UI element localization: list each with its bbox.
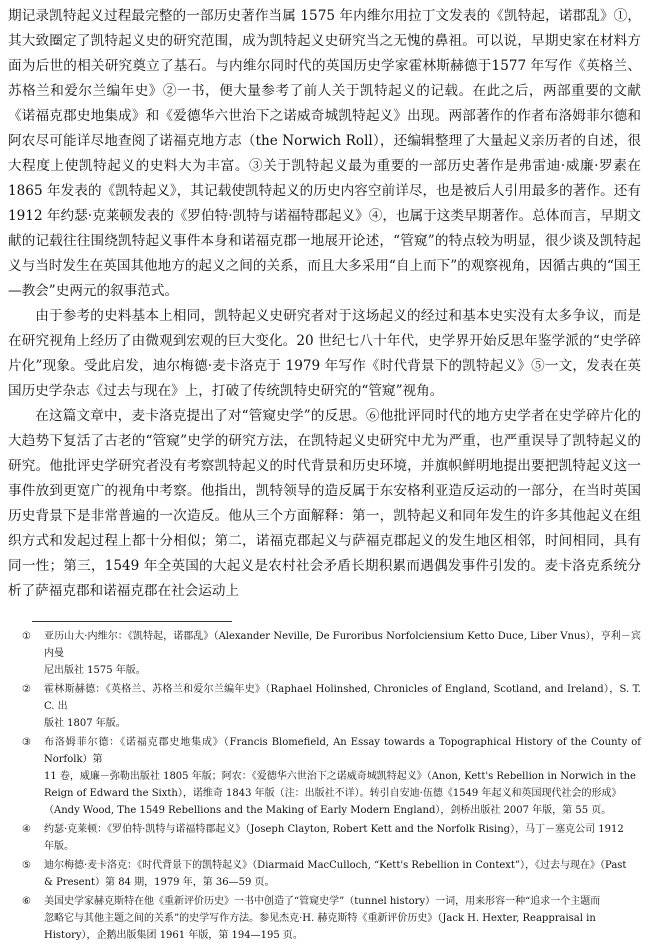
footnote-text: [44, 628, 641, 679]
footnote-number: ②: [22, 684, 31, 695]
footnote-line: 年版。: [44, 841, 74, 852]
footnote-line: 霍林斯赫德：《英格兰、苏格兰和爱尔兰编年史》（Raphael Holinshed, Chronicles of England, Scotland, and Ireland），S. T. C. 出: [44, 684, 641, 712]
footnote-1: [8, 628, 641, 679]
footnote-line: Reign of Edward the Sixth），诺维奇 1843 年版（注：出版社不详）。转引自安迪·伍德《1549 年起义和英国现代社会的形成》: [44, 788, 622, 799]
paragraph-2: 由于参考的史料基本上相同，凯特起义史研究者对于这场起义的经过和基本史实没有太多争议，而是在研究视角上经历了由微观到宏观的巨大变化。20 世纪七八十年代，史学界开始反思年鉴学派的“史学碎片化”现象。受此启发，迪尔梅德·麦卡洛克于 1979 年写作《时代背景下的凯特起义》⑤一文，发表在英国历史学杂志《过去与现在》上，打破了传统凯特史研究的“管窥”视角。: [8, 308, 641, 399]
footnote-line: 布洛姆菲尔德：《诺福克郡史地集成》（Francis Blomefield, An Essay towards a Topographical History of the County of Norfolk）第: [44, 737, 641, 765]
footnote-line: 11 卷，威廉－弥勒出版社 1805 年版；阿农：《爱德华六世治下之诺威奇城凯特起义》（Anon, Kett's Rebellion in Norwich in the: [44, 771, 636, 782]
footnote-number: ④: [22, 824, 31, 835]
footnote-divider: [32, 621, 232, 622]
footnote-2: [8, 681, 641, 732]
body-text: [8, 4, 641, 604]
footnote-text: [44, 734, 641, 819]
footnote-text: [44, 893, 641, 944]
footnote-number: ⑥: [22, 896, 31, 907]
footnote-number: ③: [22, 737, 31, 748]
footnote-line: & Present）第 84 期，1979 年，第 36—59 页。: [44, 877, 275, 888]
footnote-number: ⑤: [22, 860, 31, 871]
footnote-line: 约瑟·克莱顿：《罗伯特·凯特与诺福特郡起义》（Joseph Clayton, Robert Kett and the Norfolk Rising），马丁－塞克公司 1912: [44, 824, 624, 835]
footnote-line: （Andy Wood, The 1549 Rebellions and the Making of Early Modern England），剑桥出版社 2007 年版，第 55 页。: [44, 805, 612, 816]
footnote-line: 亚历山大·内维尔：《凯特起，诺郡乱》（Alexander Neville, De Furoribus Norfolciensium Ketto Duce, Liber Vnus），亨利－宾内曼: [44, 631, 641, 659]
footnote-line: 忽略它与其他主题之间的关系”的史学写作方法。参见杰克·H. 赫克斯特《重新评价历史》（Jack H. Hexter, Reappraisal in: [44, 913, 596, 924]
footnotes: [8, 628, 641, 944]
footnote-5: [8, 857, 641, 891]
footnote-3: [8, 734, 641, 819]
footnote-text: [44, 857, 641, 891]
footnote-line: 美国史学家赫克斯特在他《重新评价历史》一书中创造了“管窥史学”（tunnel history）一词，用来形容一种“追求一个主题而: [44, 896, 601, 907]
footnote-number: ①: [22, 631, 31, 642]
footnote-line: 迪尔梅德·麦卡洛克：《时代背景下的凯特起义》（Diarmaid MacCulloch, “Kett's Rebellion in Context”），《过去与现在》（Past: [44, 860, 627, 871]
footnote-line: 尼出版社 1575 年版。: [44, 665, 146, 676]
paragraph-3: 在这篇文章中，麦卡洛克提出了对“管窥史学”的反思。⑥他批评同时代的地方史学者在史学碎片化的大趋势下复活了古老的“管窥”史学的研究方法，在凯特起义史研究中尤为严重，也严重误导了凯特起义的研究。他批评史学研究者没有考察凯特起义的时代背景和历史环境，并旗帜鲜明地提出要把凯特起义这一事件放到更宽广的视角中考察。他指出，凯特领导的造反属于东安格利亚造反运动的一部分，在当时英国历史背景下是非常普遍的一次造反。他从三个方面解释：第一，凯特起义和同年发生的许多其他起义在组织方式和发起过程上都十分相似；第二，诺福克郡起义与萨福克郡起义的发生地区相邻，时间相同，具有同一性；第三，1549 年全英国的大起义是农村社会矛盾长期积累而遇偶发事件引发的。麦卡洛克系统分析了萨福克郡和诺福克郡在社会运动上: [8, 408, 641, 599]
footnote-line: 版社 1807 年版。: [44, 718, 126, 729]
footnote-text: [44, 821, 641, 855]
footnote-6: [8, 893, 641, 944]
paragraph-1: 期记录凯特起义过程最完整的一部历史著作当属 1575 年内维尔用拉丁文发表的《凯特起，诺郡乱》①，其大致圈定了凯特起义史的研究范围，成为凯特起义史研究当之无愧的鼻祖。可以说，早期史家在材料方面为后世的相关研究奠立了基石。与内维尔同时代的英国历史学家霍林斯赫德于1577 年写作《英格兰、苏格兰和爱尔兰编年史》②一书，便大量参考了前人关于凯特起义的记载。在此之后，两部重要的文献《诺福克郡史地集成》和《爱德华六世治下之诺威奇城凯特起义》出现。两部著作的作者布洛姆菲尔德和阿农尽可能详尽地查阅了诺福克地方志（the Norwich Roll），还编辑整理了大量起义亲历者的自述，很大程度上使凯特起义的史料大为丰富。③关于凯特起义最为重要的一部历史著作是弗雷迪·威廉·罗素在 1865 年发表的《凯特起义》，其记载使凯特起义的历史内容空前详尽，也是被后人引用最多的著作。还有 1912 年约瑟·克莱顿发表的《罗伯特·凯特与诺福特郡起义》④，也属于这类早期著作。总体而言，早期文献的记载往往围绕凯特起义事件本身和诺福克郡一地展开论述，“管窥”的特点较为明显，很少谈及凯特起义与当时发生在英国其他地方的起义之间的关系，而且大多采用“自上而下”的观察视角，因循古典的“国王—教会”史两元的叙事范式。: [8, 8, 641, 299]
footnote-line: History），企鹅出版集团 1961 年版，第 194—195 页。: [44, 930, 303, 941]
footnote-text: [44, 681, 641, 732]
footnote-4: [8, 821, 641, 855]
